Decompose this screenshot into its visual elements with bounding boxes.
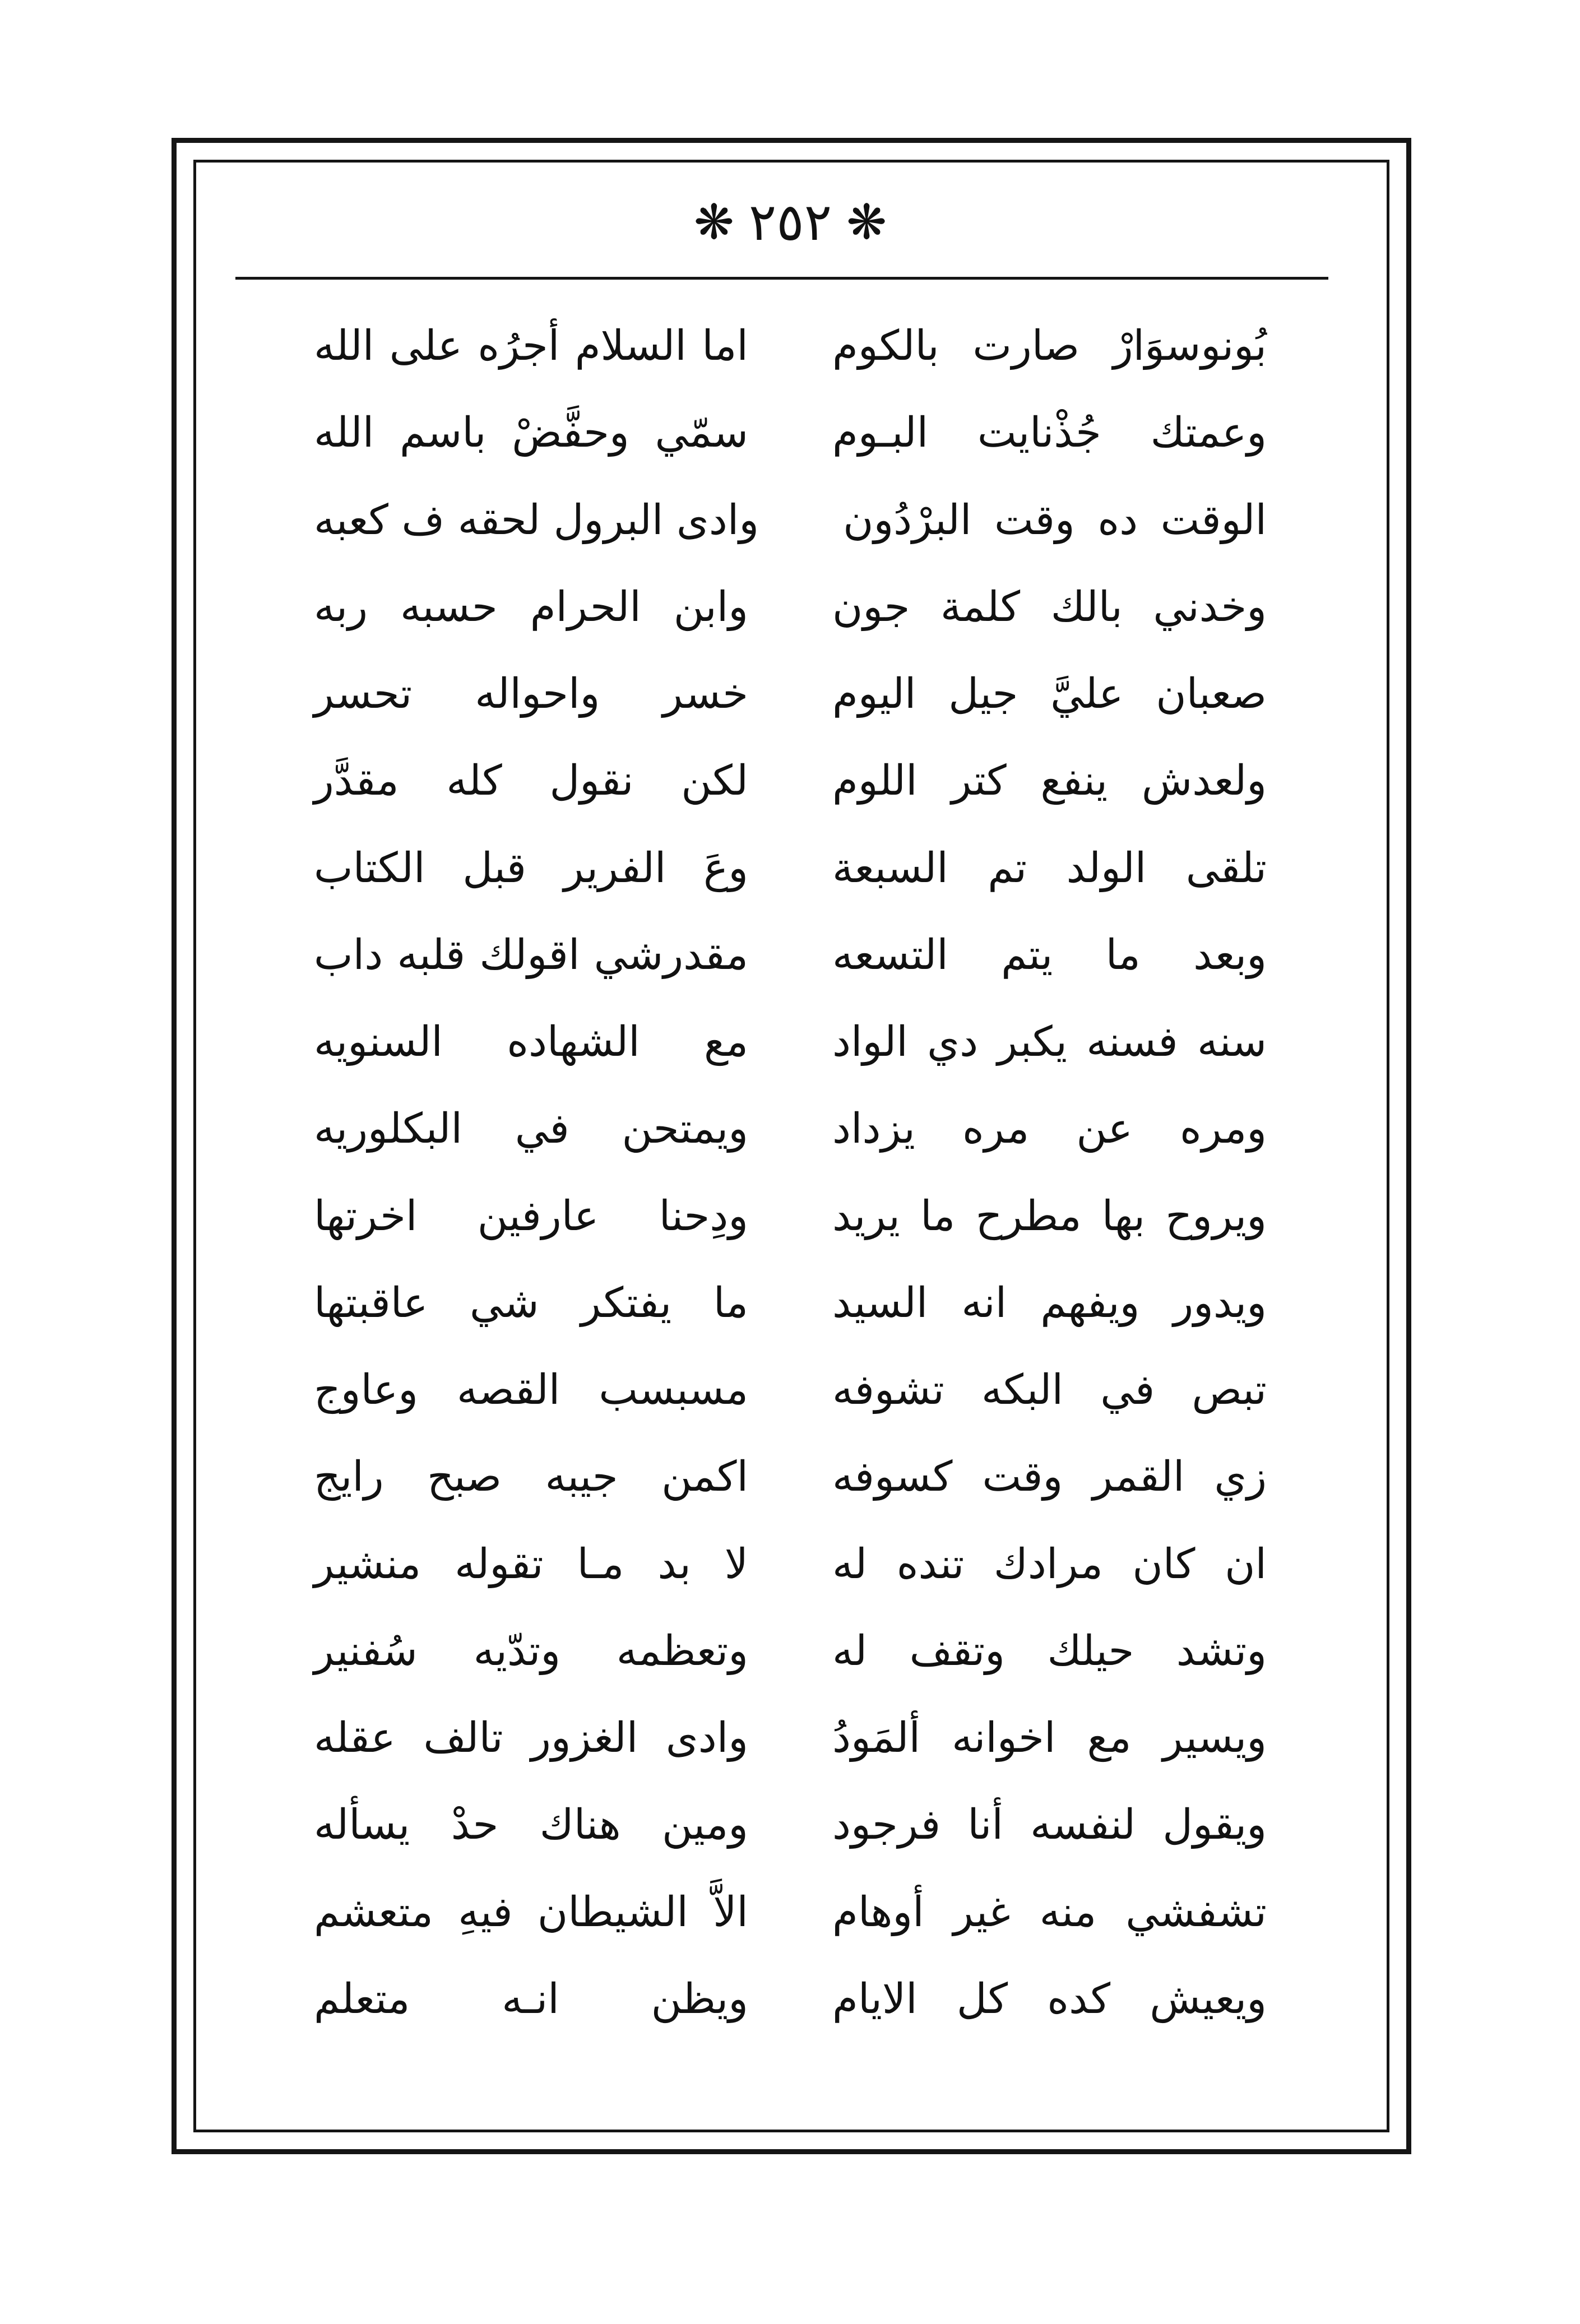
verse-left-hemistich: ويمتحن في البكلوريه	[314, 1105, 748, 1153]
verse-right-hemistich: تلقى الولد تم السبعة	[832, 843, 1267, 892]
verse-line	[314, 1347, 1267, 1434]
verse-line	[314, 824, 1267, 911]
verse-left-hemistich: مع الشهاده السنويه	[314, 1018, 748, 1066]
verse-line	[314, 303, 1267, 389]
verse-right-hemistich: ولعدش ينفع كتر اللوم	[832, 757, 1267, 805]
verse-line	[314, 1695, 1267, 1782]
verse-left-hemistich: مقدرشي اقولك قلبه داب	[314, 930, 748, 979]
verse-line	[314, 389, 1267, 476]
verse-right-hemistich: ومره عن مره يزداد	[832, 1105, 1267, 1153]
verse-right-hemistich: الوقت ده وقت البرْدُون	[843, 495, 1267, 544]
verse-line	[314, 1868, 1267, 1955]
verse-line	[314, 912, 1267, 999]
verse-left-hemistich: ويظن انـه متعلم	[314, 1974, 748, 2023]
verse-line	[314, 1434, 1267, 1520]
page-header	[617, 180, 964, 265]
ornament-right: ❋	[846, 194, 887, 251]
verse-right-hemistich: وتشد حيلك وتقف له	[832, 1626, 1267, 1675]
verse-right-hemistich: تشفشي منه غير أوهام	[832, 1887, 1267, 1936]
verse-left-hemistich: وتعظمه وتدّيه سُفنير	[314, 1626, 748, 1675]
verse-right-hemistich: ويقول لنفسه أنا فرجود	[832, 1801, 1267, 1849]
verse-right-hemistich: سنه فسنه يكبر دي الواد	[832, 1018, 1267, 1066]
verse-left-hemistich: وابن الحرام حسبه ربه	[314, 582, 748, 631]
page-number: ٢٥٢	[748, 192, 832, 252]
verse-line	[314, 1172, 1267, 1259]
verse-left-hemistich: ما يفتكر شي عاقبتها	[314, 1278, 748, 1327]
verse-left-hemistich: ومين هناك حدْ يسأله	[314, 1801, 748, 1849]
verse-line	[314, 1956, 1267, 2043]
verse-line	[314, 1086, 1267, 1172]
verse-line	[314, 1608, 1267, 1695]
verse-line	[314, 651, 1267, 737]
verse-left-hemistich: اما السلام أجرُه على الله	[314, 322, 748, 370]
verse-right-hemistich: وعمتك جُذْنايت البـوم	[832, 409, 1267, 457]
verse-right-hemistich: ويروح بها مطرح ما يريد	[832, 1191, 1267, 1240]
verse-right-hemistich: وخدني بالك كلمة جون	[832, 582, 1267, 631]
verse-right-hemistich: ان كان مرادك تنده له	[832, 1539, 1267, 1588]
verse-line	[314, 1260, 1267, 1347]
verse-left-hemistich: خسر واحواله تحسر	[314, 670, 748, 718]
verse-line	[314, 1520, 1267, 1607]
verse-left-hemistich: ودِحنا عارفين اخرتها	[314, 1191, 748, 1240]
verse-line	[314, 737, 1267, 824]
verse-right-hemistich: ويعيش كده كل الايام	[832, 1974, 1267, 2023]
verse-left-hemistich: لا بد مـا تقوله منشير	[314, 1539, 748, 1588]
verse-line	[314, 1782, 1267, 1868]
verse-left-hemistich: وادى البرول لحقه ف كعبه	[314, 495, 759, 544]
verse-right-hemistich: زي القمر وقت كسوفه	[832, 1453, 1267, 1501]
verse-line	[314, 564, 1267, 651]
verse-left-hemistich: وعَ الفرير قبل الكتاب	[314, 843, 748, 892]
verse-right-hemistich: وبعد ما يتم التسعه	[832, 930, 1267, 979]
verse-line	[314, 999, 1267, 1086]
verse-right-hemistich: صعبان عليَّ جيل اليوم	[832, 670, 1267, 718]
verse-line	[314, 476, 1267, 563]
verse-left-hemistich: سمّي وحفَّضْ باسم الله	[314, 409, 748, 457]
verse-right-hemistich: ويدور ويفهم انه السيد	[832, 1278, 1267, 1327]
verse-right-hemistich: بُونوسوَارْ صارت بالكوم	[832, 322, 1267, 370]
verse-left-hemistich: اكمن جيبه صبح رايج	[314, 1453, 748, 1501]
verse-right-hemistich: تبص في البكه تشوفه	[832, 1366, 1267, 1414]
ornament-left: ❋	[693, 194, 734, 251]
header-rule	[235, 277, 1328, 280]
verse-left-hemistich: وادى الغزور تالف عقله	[314, 1714, 748, 1762]
verse-left-hemistich: لكن نقول كله مقدَّر	[314, 757, 748, 805]
verse-left-hemistich: الاَّ الشيطان فيهِ متعشم	[314, 1887, 748, 1936]
verse-right-hemistich: ويسير مع اخوانه ألمَودُ	[832, 1714, 1267, 1762]
verse-left-hemistich: مسبسب القصه وعاوج	[314, 1366, 748, 1414]
poem-verses	[314, 303, 1267, 2130]
